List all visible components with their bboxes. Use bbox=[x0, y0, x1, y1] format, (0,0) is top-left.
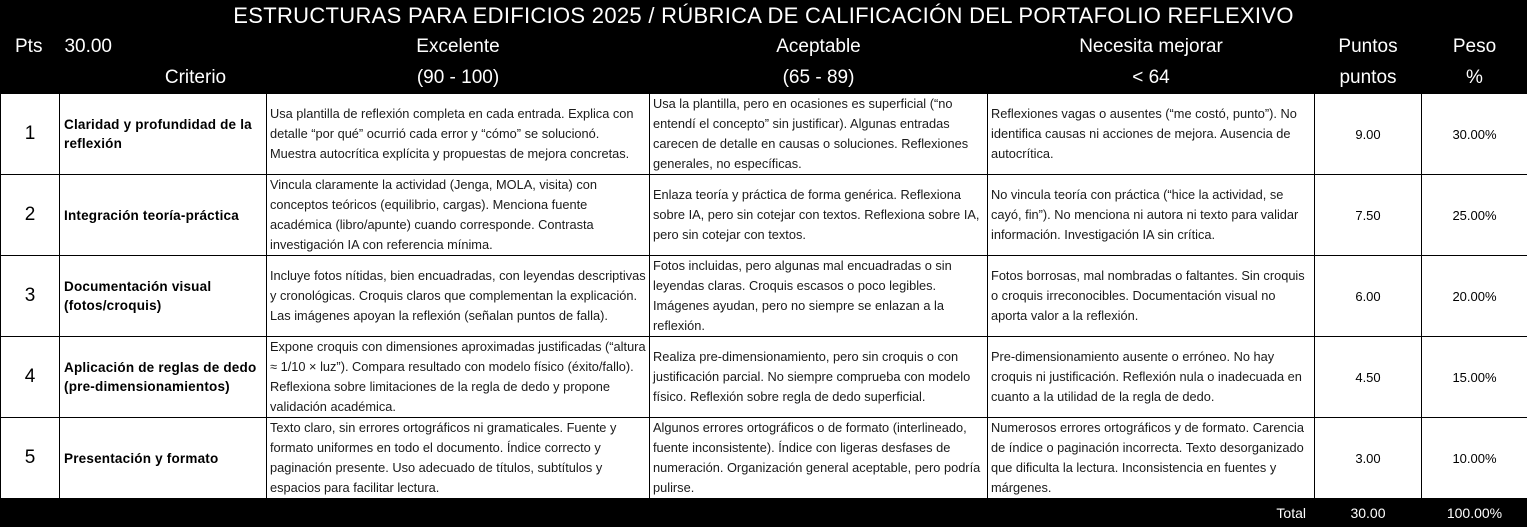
criterion-points: 9.00 bbox=[1315, 94, 1422, 175]
criterion-weight: 30.00% bbox=[1422, 94, 1527, 175]
criterion-number: 2 bbox=[1, 175, 60, 256]
excelente-range: (90 - 100) bbox=[267, 63, 650, 94]
necesita-description: Pre-dimensionamiento ausente o erróneo. No hay croquis ni justificación. Reflexión nula o inadecuada en cuanto a la utilidad de la regla de dedo. bbox=[988, 337, 1315, 418]
criterion-weight: 25.00% bbox=[1422, 175, 1527, 256]
peso-subheader: % bbox=[1422, 63, 1527, 94]
rubric-row bbox=[1, 418, 1527, 499]
criterion-weight: 15.00% bbox=[1422, 337, 1527, 418]
total-puntos: 30.00 bbox=[1315, 499, 1422, 527]
criterion-points: 4.50 bbox=[1315, 337, 1422, 418]
header-subrow bbox=[1, 63, 1527, 94]
criterion-name: Integración teoría-práctica bbox=[60, 175, 267, 256]
necesita-description: No vincula teoría con práctica (“hice la actividad, se cayó, fin”). No menciona ni autora ni texto para validar información. Investigación IA sin crítica. bbox=[988, 175, 1315, 256]
excelente-description: Incluye fotos nítidas, bien encuadradas, con leyendas descriptivas y cronológicas. Croquis claros que complementan la explicación. Las imágenes apoyan la reflexión (señalan puntos de falla). bbox=[267, 256, 650, 337]
total-peso: 100.00% bbox=[1422, 499, 1527, 527]
excelente-description: Expone croquis con dimensiones aproximadas justificadas (“altura ≈ 1/10 × luz”). Compara resultado con modelo físico (éxito/fallo). Reflexiona sobre limitaciones de la regla de dedo y propone validación académica. bbox=[267, 337, 650, 418]
criterion-points: 3.00 bbox=[1315, 418, 1422, 499]
excelente-description: Texto claro, sin errores ortográficos ni gramaticales. Fuente y formato uniformes en todo el documento. Índice correcto y paginación presente. Uso adecuado de títulos, subtítulos y espacios para facilitar lectura. bbox=[267, 418, 650, 499]
pts-value: 30.00 bbox=[64, 36, 112, 57]
criterion-name: Claridad y profundidad de la reflexión bbox=[60, 94, 267, 175]
puntos-subheader: puntos bbox=[1315, 63, 1422, 94]
rubric-row bbox=[1, 175, 1527, 256]
excelente-header: Excelente bbox=[267, 32, 650, 63]
excelente-description: Vincula claramente la actividad (Jenga, MOLA, visita) con conceptos teóricos (equilibrio, cargas). Menciona fuente académica (libro/apunte) cuando corresponde. Contrasta investigación IA con referencia mínima. bbox=[267, 175, 650, 256]
pts-label: Pts bbox=[15, 36, 43, 57]
total-label: Total bbox=[1, 499, 1315, 527]
criterion-number: 1 bbox=[1, 94, 60, 175]
necesita-range: < 64 bbox=[988, 63, 1315, 94]
criterio-header: Criterio bbox=[1, 63, 267, 94]
criterion-number: 4 bbox=[1, 337, 60, 418]
criterion-number: 5 bbox=[1, 418, 60, 499]
rubric-title: ESTRUCTURAS PARA EDIFICIOS 2025 / RÚBRICA DE CALIFICACIÓN DEL PORTAFOLIO REFLEXIVO bbox=[0, 0, 1527, 31]
criterion-name: Aplicación de reglas de dedo (pre-dimensionamientos) bbox=[60, 337, 267, 418]
aceptable-description: Fotos incluidas, pero algunas mal encuadradas o sin leyendas claras. Croquis escasos o poco legibles. Imágenes ayudan, pero no siempre se enlazan a la reflexión. bbox=[650, 256, 988, 337]
aceptable-description: Usa la plantilla, pero en ocasiones es superficial (“no entendí el concepto” sin justificar). Algunas entradas carecen de detalle en causas o soluciones. Reflexiones generales, no específicas. bbox=[650, 94, 988, 175]
aceptable-range: (65 - 89) bbox=[650, 63, 988, 94]
excelente-description: Usa plantilla de reflexión completa en cada entrada. Explica con detalle “por qué” ocurrió cada error y “cómo” se solucionó. Muestra autocrítica explícita y propuestas de mejora concretas. bbox=[267, 94, 650, 175]
rubric-row bbox=[1, 256, 1527, 337]
header-row bbox=[1, 32, 1527, 63]
aceptable-description: Algunos errores ortográficos o de formato (interlineado, fuente inconsistente). Índice con ligeras desfases de numeración. Organización general aceptable, pero podría pulirse. bbox=[650, 418, 988, 499]
puntos-header: Puntos bbox=[1315, 32, 1422, 63]
criterion-number: 3 bbox=[1, 256, 60, 337]
criterion-points: 7.50 bbox=[1315, 175, 1422, 256]
necesita-header: Necesita mejorar bbox=[988, 32, 1315, 63]
necesita-description: Fotos borrosas, mal nombradas o faltantes. Sin croquis o croquis irreconocibles. Documentación visual no aporta valor a la reflexión. bbox=[988, 256, 1315, 337]
rubric-row bbox=[1, 337, 1527, 418]
criterion-weight: 10.00% bbox=[1422, 418, 1527, 499]
aceptable-description: Enlaza teoría y práctica de forma genérica. Reflexiona sobre IA, pero sin cotejar con textos. Reflexiona sobre IA, pero sin cotejar con textos. bbox=[650, 175, 988, 256]
peso-header: Peso bbox=[1422, 32, 1527, 63]
aceptable-header: Aceptable bbox=[650, 32, 988, 63]
criterion-name: Documentación visual (fotos/croquis) bbox=[60, 256, 267, 337]
necesita-description: Numerosos errores ortográficos y de formato. Carencia de índice o paginación incorrecta. Texto desorganizado que dificulta la lectura. Inconsistencia en fuentes y márgenes. bbox=[988, 418, 1315, 499]
total-row bbox=[1, 499, 1527, 527]
rubric-row bbox=[1, 94, 1527, 175]
aceptable-description: Realiza pre-dimensionamiento, pero sin croquis o con justificación parcial. No siempre comprueba con modelo físico. Reflexión sobre regla de dedo superficial. bbox=[650, 337, 988, 418]
criterion-weight: 20.00% bbox=[1422, 256, 1527, 337]
necesita-description: Reflexiones vagas o ausentes (“me costó, punto”). No identifica causas ni acciones de mejora. Ausencia de autocrítica. bbox=[988, 94, 1315, 175]
rubric-rows bbox=[1, 94, 1527, 499]
criterion-points: 6.00 bbox=[1315, 256, 1422, 337]
rubric-table bbox=[0, 31, 1527, 527]
criterion-name: Presentación y formato bbox=[60, 418, 267, 499]
total-points-header bbox=[1, 32, 267, 63]
